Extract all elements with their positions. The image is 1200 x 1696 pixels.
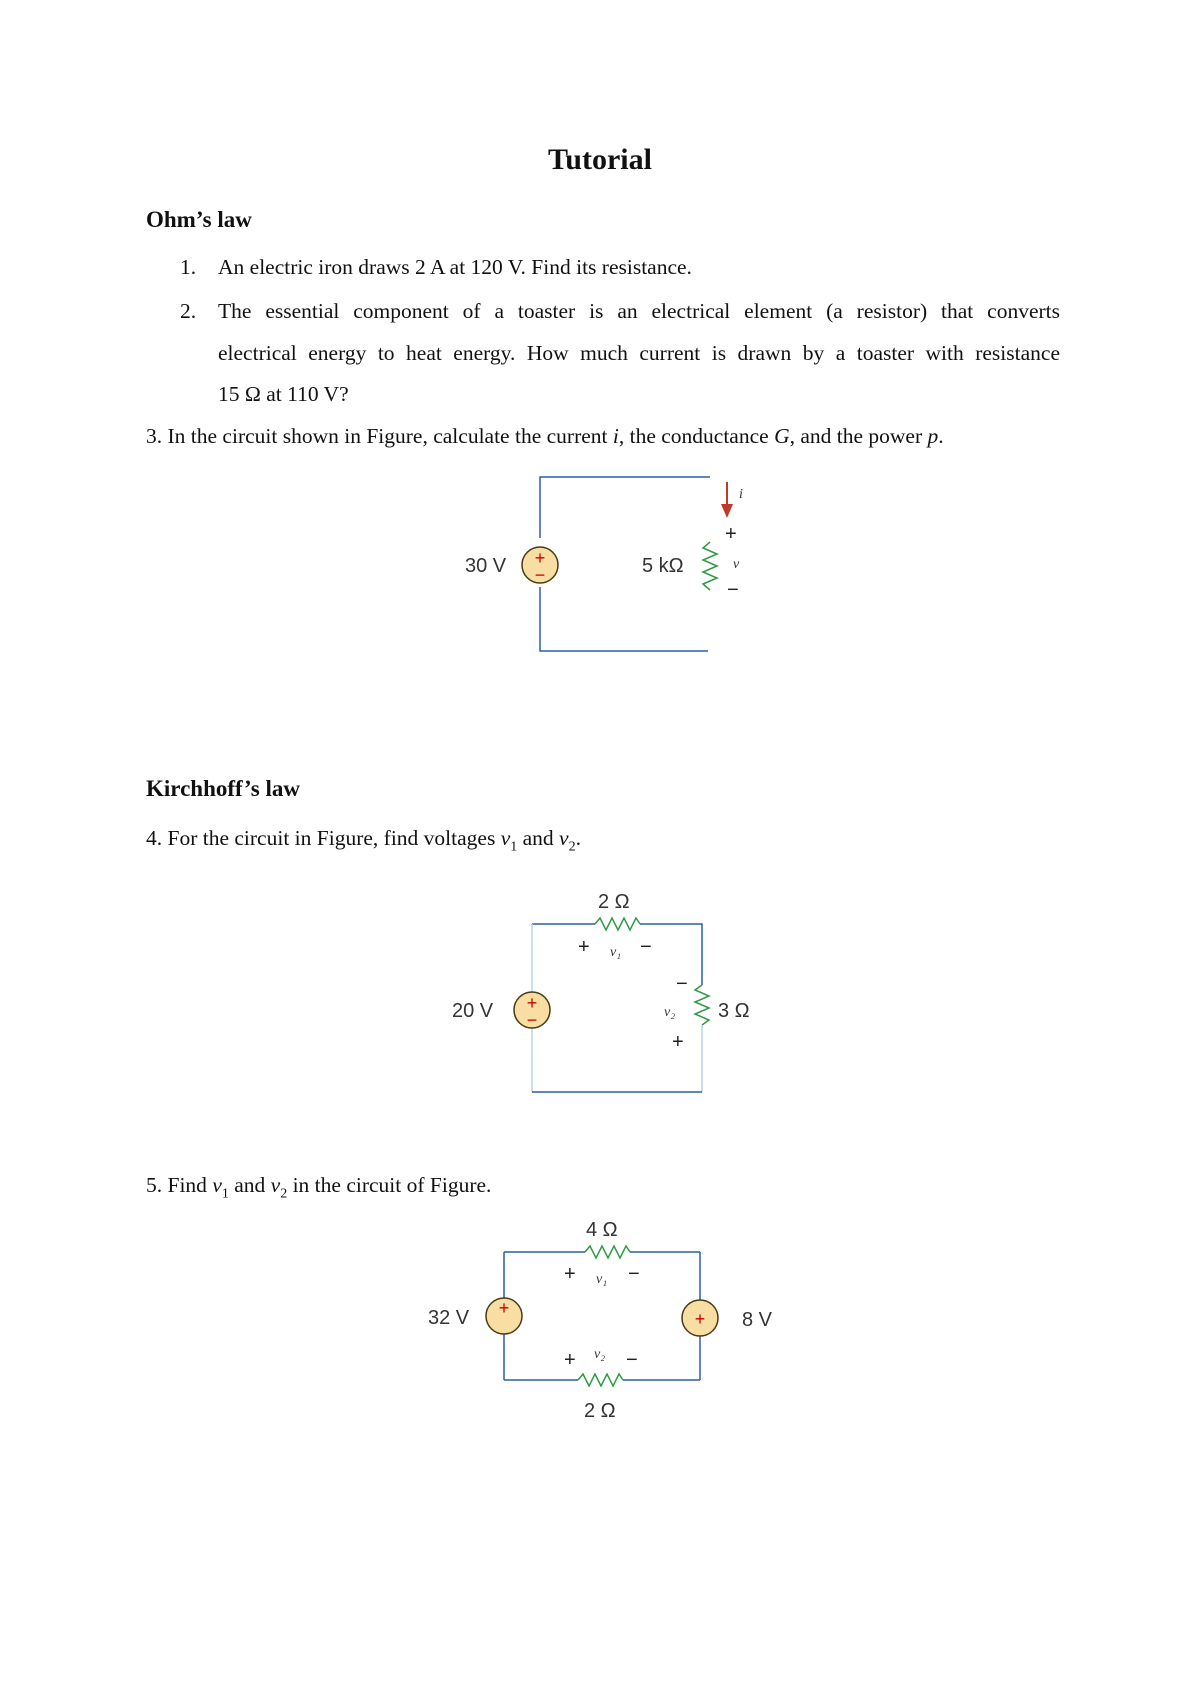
problem-1-text: An electric iron draws 2 A at 120 V. Find its resistance. [218, 255, 692, 279]
resistor-right-label: 3 Ω [718, 1000, 750, 1022]
v2-plus-sign: + [672, 1031, 684, 1053]
resistor-bottom-icon [578, 1374, 623, 1386]
current-arrowhead-icon [721, 504, 733, 518]
section-heading-kirchhoffs-law: Kirchhoff’s law [146, 776, 300, 801]
circuit-1 [465, 477, 743, 651]
item-number-2: 2. [180, 299, 197, 323]
voltage-label: v [733, 557, 740, 572]
voltage-plus-sign: + [725, 523, 737, 545]
v2-minus-sign: − [626, 1349, 638, 1371]
problem-2-line-3: 15 Ω at 110 V? [218, 382, 349, 406]
v2-label: v₂ [594, 1347, 606, 1362]
resistor-icon [703, 542, 717, 590]
wire-top [540, 477, 710, 538]
source-left-label: 32 V [428, 1307, 470, 1329]
source-right-plus-icon: + [694, 1309, 706, 1329]
problem-4-text: 4. For the circuit in Figure, find voltages $v_1$ and $v_2$. [146, 826, 581, 855]
source-voltage-label: 30 V [465, 555, 507, 577]
v1-minus-sign: − [628, 1263, 640, 1285]
resistor-right-icon [695, 985, 709, 1025]
v1-label: v₁ [610, 945, 622, 960]
v1-plus-sign: + [578, 936, 590, 958]
resistor-top-label: 2 Ω [598, 891, 630, 913]
source-right-label: 8 V [742, 1309, 773, 1331]
page-title: Tutorial [548, 143, 652, 176]
problem-5-text: 5. Find $v_1$ and $v_2$ in the circuit of Figure. [146, 1173, 492, 1202]
problem-2-line-1: The essential component of a toaster is an electrical element (a resistor) that converts [218, 299, 1060, 323]
source-left-plus-icon: + [498, 1298, 510, 1318]
source-minus-icon: − [534, 565, 546, 585]
item-number-1: 1. [180, 255, 197, 279]
resistor-label: 5 kΩ [642, 555, 684, 577]
current-label: i [739, 487, 743, 502]
problem-2-line-2: electrical energy to heat energy. How much current is drawn by a toaster with resistance [218, 341, 1060, 365]
source-plus-icon: + [534, 548, 546, 568]
v1-label: v₁ [596, 1272, 608, 1287]
section-heading-ohms-law: Ohm’s law [146, 207, 252, 232]
voltage-minus-sign: − [727, 579, 739, 601]
wire-bottom [540, 587, 708, 651]
circuit-3 [428, 1219, 773, 1422]
v2-plus-sign: + [564, 1349, 576, 1371]
resistor-top-icon [595, 918, 640, 930]
v1-minus-sign: − [640, 936, 652, 958]
v1-plus-sign: + [564, 1263, 576, 1285]
v2-minus-sign: − [676, 973, 688, 995]
resistor-top-label: 4 Ω [586, 1219, 618, 1241]
v2-label: v₂ [664, 1005, 676, 1020]
resistor-bottom-label: 2 Ω [584, 1400, 616, 1422]
circuit-2 [452, 891, 750, 1092]
source-minus-icon: − [526, 1010, 538, 1030]
source-voltage-label: 20 V [452, 1000, 494, 1022]
problem-3-text: 3. In the circuit shown in Figure, calculate the current i, the conductance G, and the power p. [146, 424, 944, 448]
source-plus-icon: + [526, 993, 538, 1013]
resistor-top-icon [585, 1246, 630, 1258]
